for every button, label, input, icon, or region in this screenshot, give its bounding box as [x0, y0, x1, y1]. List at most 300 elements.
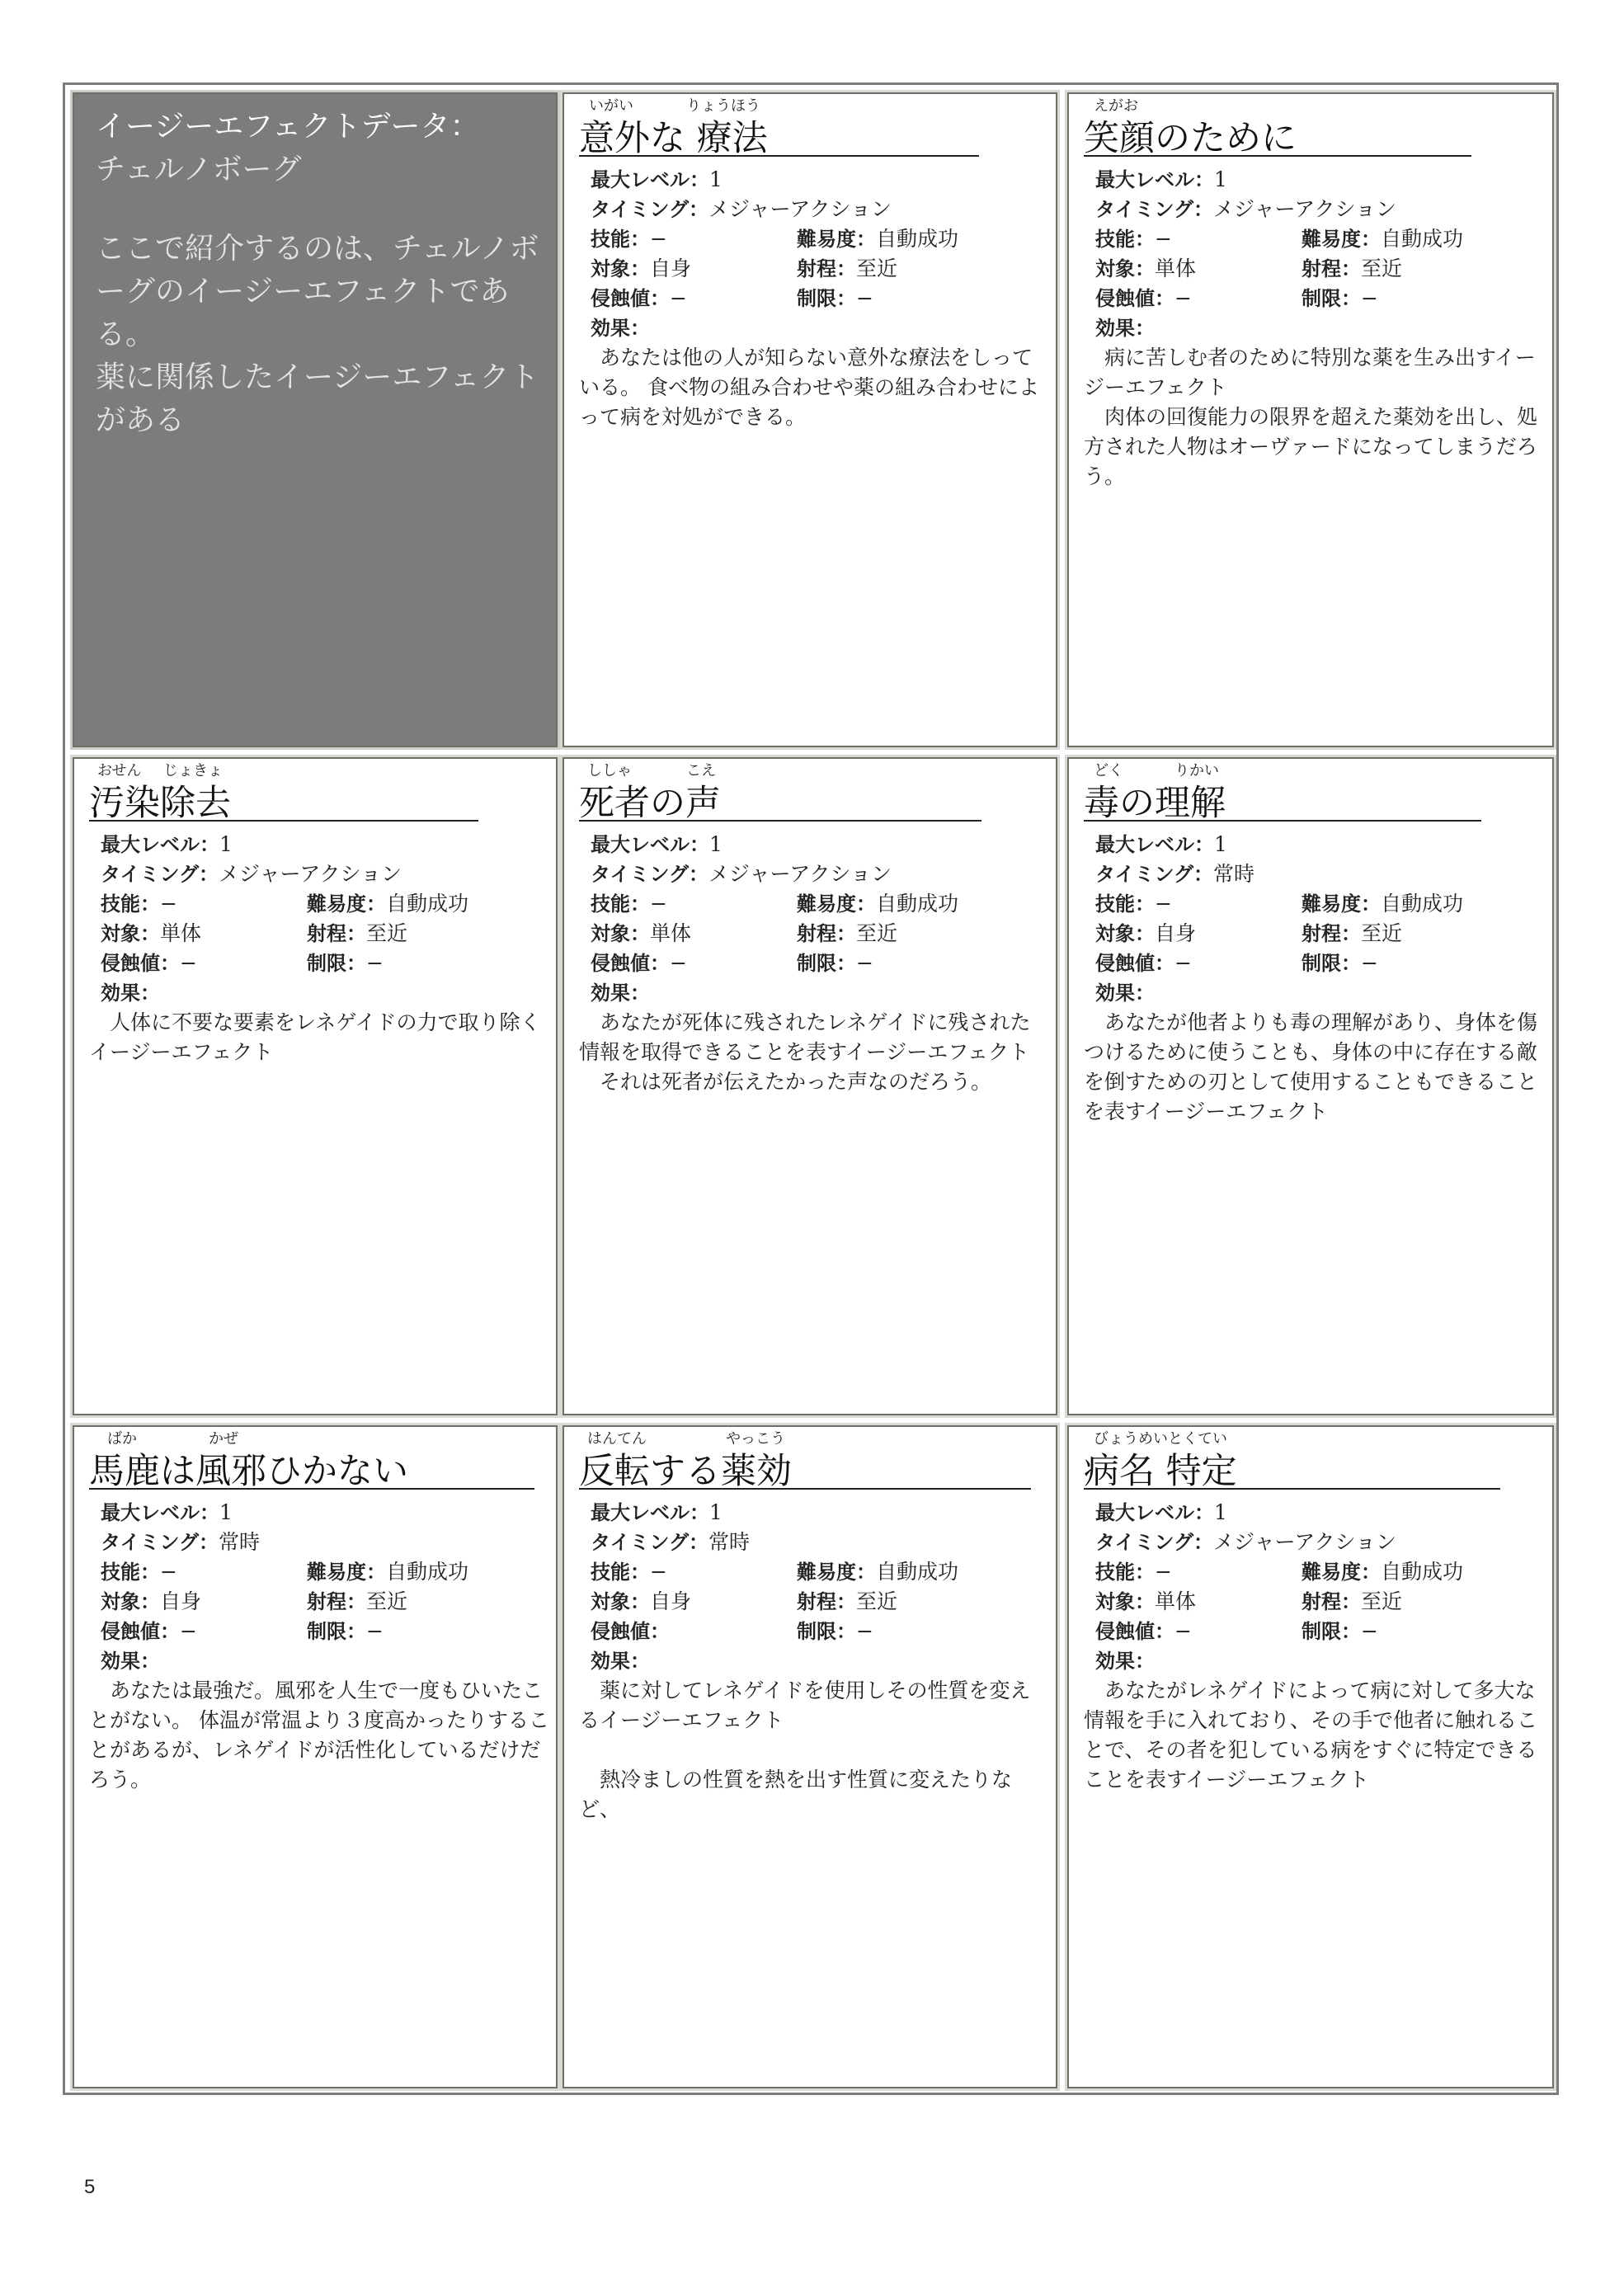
card-title-block: [89, 1430, 551, 1500]
value-erosion: −: [1174, 951, 1192, 975]
label-target: 対象: [591, 257, 630, 280]
range-group: [797, 1587, 897, 1617]
label-colon: ：: [1155, 1620, 1174, 1643]
label-colon: ：: [1155, 287, 1174, 310]
value-limit: −: [856, 951, 873, 975]
label-colon: ：: [836, 1620, 856, 1643]
card-description: あなたは他の人が知らない意外な療法をしっている。 食べ物の組み合わせや薬の組み合わせによって病を対処ができる。: [579, 346, 1039, 429]
intro-panel: [70, 90, 560, 750]
value-skill: −: [1155, 892, 1172, 916]
value-erosion: −: [1174, 286, 1192, 310]
card-ruby: りょうほう: [686, 97, 760, 115]
label-effect: 効果: [1095, 982, 1135, 1005]
stat-row: [1095, 1498, 1541, 1528]
label-colon: ：: [346, 922, 366, 945]
stat-row: [591, 1498, 1036, 1528]
difficulty-group: [307, 889, 468, 919]
range-group: [307, 1587, 407, 1617]
label-max-level: 最大レベル: [591, 168, 690, 191]
card-title-block: [1084, 762, 1546, 831]
label-target: 対象: [1095, 257, 1135, 280]
label-erosion: 侵蝕値: [101, 1620, 160, 1643]
title-underline: [1084, 1488, 1500, 1490]
value-timing: メジャーアクション: [708, 862, 892, 886]
label-effect: 効果: [1095, 1650, 1135, 1673]
label-target: 対象: [1095, 1590, 1135, 1613]
range-group: [797, 919, 897, 949]
label-colon: ：: [199, 863, 219, 886]
label-colon: ：: [160, 952, 180, 975]
value-max-level: 1: [709, 832, 723, 856]
label-skill: 技能: [591, 892, 630, 916]
range-group: [307, 919, 407, 949]
limit-group: [307, 949, 384, 978]
value-difficulty: 自動成功: [1381, 227, 1464, 251]
label-skill: 技能: [591, 228, 630, 251]
label-colon: ：: [856, 228, 876, 251]
stat-row: [101, 1646, 546, 1676]
stat-row: [591, 1557, 1036, 1587]
stat-row: [591, 254, 1036, 284]
card-ruby: こえ: [686, 762, 716, 779]
label-colon: ：: [630, 1590, 650, 1613]
label-timing: タイミング: [591, 198, 690, 221]
intro-title: イージーエフェクトデータ：: [96, 110, 480, 144]
difficulty-group: [307, 1557, 468, 1587]
stat-row: [101, 949, 546, 978]
stat-row: [591, 919, 1036, 949]
label-colon: ：: [1135, 1561, 1155, 1584]
label-colon: ：: [346, 1590, 366, 1613]
label-colon: ：: [1341, 1620, 1361, 1643]
stat-row: [591, 1617, 1036, 1646]
stat-row: [1095, 254, 1541, 284]
label-limit: 制限: [1302, 1620, 1341, 1643]
label-colon: ：: [1135, 1590, 1155, 1613]
label-effect: 効果: [591, 982, 630, 1005]
label-colon: ：: [836, 287, 856, 310]
label-range: 射程: [1302, 1590, 1341, 1613]
title-underline: [579, 820, 981, 822]
label-skill: 技能: [1095, 1561, 1135, 1584]
value-max-level: 1: [709, 1500, 723, 1524]
card-title-block: [579, 1430, 1041, 1500]
label-colon: ：: [630, 257, 650, 280]
value-erosion: −: [180, 1619, 197, 1643]
value-skill: −: [160, 892, 177, 916]
label-colon: ：: [1194, 168, 1214, 191]
card-stats: [101, 1498, 546, 1676]
limit-group: [797, 949, 873, 978]
stat-row: [101, 859, 546, 889]
card-stats: [1095, 1498, 1541, 1676]
card-ruby: ししゃ: [587, 762, 632, 779]
stat-row: [101, 1498, 546, 1528]
value-range: 至近: [366, 921, 408, 945]
label-colon: ：: [140, 922, 160, 945]
label-colon: ：: [630, 1650, 650, 1673]
stat-row: [101, 889, 546, 919]
value-target: 自身: [1155, 921, 1197, 945]
stat-row: [101, 978, 546, 1008]
value-timing: メジャーアクション: [1213, 1530, 1397, 1554]
label-colon: ：: [1361, 1561, 1381, 1584]
card-title: 意外な 療法: [579, 118, 768, 159]
label-colon: ：: [630, 317, 650, 340]
label-colon: ：: [1361, 892, 1381, 916]
title-underline: [89, 820, 478, 822]
stat-row: [1095, 1557, 1541, 1587]
stat-row: [1095, 1646, 1541, 1676]
card-description: あなたが死体に残されたレネゲイドに残された情報を取得できることを表すイージーエフェクト それは死者が伝えたかった声なのだろう。: [579, 1010, 1031, 1094]
value-max-level: 1: [1214, 832, 1227, 856]
card-title: 笑顔のために: [1084, 118, 1297, 159]
value-skill: −: [650, 227, 667, 251]
value-erosion: −: [670, 951, 687, 975]
stat-row: [1095, 165, 1541, 195]
card-stats: [591, 165, 1036, 343]
label-colon: ：: [689, 863, 709, 886]
card-title-block: [579, 97, 1041, 167]
value-target: 単体: [650, 921, 692, 945]
value-range: 至近: [1361, 257, 1403, 280]
limit-group: [1302, 1617, 1378, 1646]
value-skill: −: [1155, 1560, 1172, 1584]
stat-row: [1095, 1617, 1541, 1646]
stat-row: [591, 1528, 1036, 1557]
value-skill: −: [650, 1560, 667, 1584]
effect-card-grid: [63, 82, 1559, 2095]
label-timing: タイミング: [591, 863, 690, 886]
card-description: あなたがレネゲイドによって病に対して多大な情報を手に入れており、その手で他者に触れることで、その者を犯している病をすぐに特定できることを表すイージーエフェクト: [1084, 1679, 1538, 1792]
stat-row: [591, 1587, 1036, 1617]
label-target: 対象: [101, 922, 140, 945]
effect-card: [1065, 90, 1556, 750]
value-skill: −: [160, 1560, 177, 1584]
value-difficulty: 自動成功: [386, 892, 469, 916]
label-colon: ：: [366, 1561, 386, 1584]
limit-group: [1302, 284, 1378, 313]
card-title-block: [579, 762, 1041, 831]
value-limit: −: [366, 951, 384, 975]
stat-row: [591, 195, 1036, 224]
label-colon: ：: [836, 952, 856, 975]
card-title: 反転する薬効: [579, 1451, 792, 1492]
stat-row: [1095, 313, 1541, 343]
label-colon: ：: [366, 892, 386, 916]
label-colon: ：: [1341, 1590, 1361, 1613]
card-title-block: [1084, 1430, 1546, 1500]
card-description: 病に苦しむ者のために特別な薬を生み出すイージーエフェクト 肉体の回復能力の限界を超えた薬効を出し、処方された人物はオーヴァードになってしまうだろう。: [1084, 346, 1538, 488]
label-colon: ：: [160, 1620, 180, 1643]
value-timing: メジャーアクション: [708, 197, 892, 221]
label-colon: ：: [630, 982, 650, 1005]
card-ruby: いがい: [589, 97, 633, 115]
card-title: 毒の理解: [1084, 783, 1226, 824]
difficulty-group: [1302, 224, 1463, 254]
stat-row: [101, 1617, 546, 1646]
stat-row: [591, 949, 1036, 978]
label-target: 対象: [591, 922, 630, 945]
label-difficulty: 難易度: [797, 1561, 856, 1584]
label-max-level: 最大レベル: [1095, 833, 1194, 856]
label-range: 射程: [797, 922, 836, 945]
label-colon: ：: [1135, 922, 1155, 945]
label-colon: ：: [1193, 198, 1214, 221]
label-colon: ：: [200, 833, 219, 856]
value-difficulty: 自動成功: [876, 227, 959, 251]
stat-row: [591, 284, 1036, 313]
label-effect: 効果: [101, 982, 140, 1005]
card-title: 病名 特定: [1084, 1451, 1237, 1492]
value-skill: −: [650, 892, 667, 916]
label-limit: 制限: [797, 1620, 836, 1643]
label-max-level: 最大レベル: [1095, 168, 1194, 191]
card-description: あなたは最強だ。風邪を人生で一度もひいたことがない。 体温が常温より３度高かったりすることがあるが、レネゲイドが活性化しているだけだろう。: [89, 1679, 549, 1792]
range-group: [797, 254, 897, 284]
label-colon: ：: [1135, 982, 1155, 1005]
value-erosion: −: [180, 951, 197, 975]
label-colon: ：: [1135, 892, 1155, 916]
value-range: 至近: [856, 257, 898, 280]
effect-card: [70, 1423, 560, 2091]
effect-card: [70, 755, 560, 1418]
label-timing: タイミング: [1095, 1531, 1194, 1554]
stat-row: [1095, 224, 1541, 254]
label-limit: 制限: [1302, 287, 1341, 310]
value-timing: 常時: [1213, 862, 1255, 886]
label-colon: ：: [1135, 257, 1155, 280]
value-difficulty: 自動成功: [1381, 1560, 1464, 1584]
label-colon: ：: [1193, 1531, 1214, 1554]
stat-row: [591, 830, 1036, 859]
stat-row: [101, 1528, 546, 1557]
label-erosion: 侵蝕値: [1095, 287, 1155, 310]
label-difficulty: 難易度: [307, 892, 366, 916]
card-stats: [1095, 165, 1541, 343]
label-colon: ：: [630, 892, 650, 916]
label-max-level: 最大レベル: [591, 1501, 690, 1524]
label-colon: ：: [200, 1501, 219, 1524]
label-erosion: 侵蝕値: [1095, 1620, 1155, 1643]
label-difficulty: 難易度: [1302, 228, 1361, 251]
value-skill: −: [1155, 227, 1172, 251]
label-target: 対象: [1095, 922, 1135, 945]
stat-row: [591, 859, 1036, 889]
stat-row: [1095, 949, 1541, 978]
label-colon: ：: [140, 1590, 160, 1613]
value-erosion: −: [670, 286, 687, 310]
label-limit: 制限: [307, 952, 346, 975]
value-range: 至近: [856, 921, 898, 945]
label-colon: ：: [689, 1531, 709, 1554]
label-colon: ：: [199, 1531, 219, 1554]
label-difficulty: 難易度: [797, 228, 856, 251]
label-max-level: 最大レベル: [1095, 1501, 1194, 1524]
value-timing: 常時: [219, 1530, 261, 1554]
limit-group: [797, 284, 873, 313]
label-max-level: 最大レベル: [101, 1501, 200, 1524]
label-skill: 技能: [1095, 892, 1135, 916]
label-limit: 制限: [307, 1620, 346, 1643]
label-skill: 技能: [101, 892, 140, 916]
label-erosion: 侵蝕値: [591, 1620, 650, 1643]
stat-row: [101, 919, 546, 949]
label-colon: ：: [856, 892, 876, 916]
limit-group: [1302, 949, 1378, 978]
label-colon: ：: [836, 1590, 856, 1613]
card-stats: [591, 830, 1036, 1008]
value-difficulty: 自動成功: [876, 892, 959, 916]
label-erosion: 侵蝕値: [591, 952, 650, 975]
label-erosion: 侵蝕値: [101, 952, 160, 975]
title-underline: [579, 155, 979, 157]
value-range: 至近: [366, 1589, 408, 1613]
limit-group: [797, 1617, 873, 1646]
label-range: 射程: [797, 1590, 836, 1613]
label-colon: ：: [140, 1650, 160, 1673]
label-limit: 制限: [797, 287, 836, 310]
value-max-level: 1: [219, 1500, 233, 1524]
range-group: [1302, 254, 1402, 284]
stat-row: [1095, 919, 1541, 949]
label-range: 射程: [1302, 922, 1341, 945]
label-colon: ：: [1341, 952, 1361, 975]
value-timing: メジャーアクション: [219, 862, 402, 886]
stat-row: [1095, 859, 1541, 889]
label-colon: ：: [1135, 228, 1155, 251]
card-description: あなたが他者よりも毒の理解があり、身体を傷つけるために使うことも、身体の中に存在する敵を倒すための刃として使用することもできることを表すイージーエフェクト: [1084, 1010, 1538, 1123]
card-ruby: はんてん: [587, 1430, 647, 1448]
label-colon: ：: [1341, 287, 1361, 310]
stat-row: [101, 1587, 546, 1617]
label-max-level: 最大レベル: [101, 833, 200, 856]
label-colon: ：: [836, 257, 856, 280]
range-group: [1302, 919, 1402, 949]
label-timing: タイミング: [101, 863, 200, 886]
value-difficulty: 自動成功: [386, 1560, 469, 1584]
stat-row: [1095, 978, 1541, 1008]
card-title: 死者の声: [579, 783, 721, 824]
label-difficulty: 難易度: [1302, 1561, 1361, 1584]
label-colon: ：: [1193, 863, 1214, 886]
stat-row: [591, 889, 1036, 919]
label-colon: ：: [1194, 1501, 1214, 1524]
label-colon: ：: [836, 922, 856, 945]
value-target: 単体: [160, 921, 202, 945]
range-group: [1302, 1587, 1402, 1617]
title-underline: [1084, 155, 1471, 157]
value-range: 至近: [1361, 1589, 1403, 1613]
label-skill: 技能: [591, 1561, 630, 1584]
card-title-block: [89, 762, 551, 831]
effect-card: [1065, 1423, 1556, 2091]
label-colon: ：: [690, 833, 709, 856]
label-colon: ：: [140, 1561, 160, 1584]
card-description: 人体に不要な要素をレネゲイドの力で取り除くイージーエフェクト: [89, 1010, 541, 1064]
label-difficulty: 難易度: [307, 1561, 366, 1584]
title-underline: [89, 1488, 534, 1490]
label-colon: ：: [1341, 257, 1361, 280]
value-limit: −: [856, 286, 873, 310]
value-range: 至近: [856, 1589, 898, 1613]
label-colon: ：: [856, 1561, 876, 1584]
label-colon: ：: [1135, 317, 1155, 340]
value-max-level: 1: [709, 167, 723, 191]
label-difficulty: 難易度: [797, 892, 856, 916]
value-range: 至近: [1361, 921, 1403, 945]
card-ruby: かぜ: [209, 1430, 238, 1448]
label-effect: 効果: [591, 317, 630, 340]
label-colon: ：: [650, 287, 670, 310]
card-ruby: びょうめいとくてい: [1094, 1430, 1227, 1448]
value-target: 単体: [1155, 257, 1197, 280]
card-stats: [101, 830, 546, 1008]
effect-card: [560, 90, 1060, 750]
label-erosion: 侵蝕値: [1095, 952, 1155, 975]
label-colon: ：: [630, 228, 650, 251]
label-erosion: 侵蝕値: [591, 287, 650, 310]
value-timing: メジャーアクション: [1213, 197, 1397, 221]
stat-row: [591, 1646, 1036, 1676]
stat-row: [1095, 1528, 1541, 1557]
value-target: 単体: [1155, 1589, 1197, 1613]
label-colon: ：: [140, 982, 160, 1005]
value-max-level: 1: [1214, 167, 1227, 191]
difficulty-group: [797, 1557, 958, 1587]
label-skill: 技能: [101, 1561, 140, 1584]
stat-row: [1095, 1587, 1541, 1617]
label-colon: ：: [690, 168, 709, 191]
label-colon: ：: [346, 1620, 366, 1643]
label-colon: ：: [1135, 1650, 1155, 1673]
value-target: 自身: [650, 1589, 692, 1613]
card-ruby: じょきょ: [163, 762, 223, 779]
value-timing: 常時: [708, 1530, 751, 1554]
stat-row: [101, 830, 546, 859]
card-ruby: やっこう: [726, 1430, 785, 1448]
label-max-level: 最大レベル: [591, 833, 690, 856]
label-range: 射程: [307, 1590, 346, 1613]
label-effect: 効果: [101, 1650, 140, 1673]
value-max-level: 1: [219, 832, 233, 856]
limit-group: [307, 1617, 384, 1646]
label-colon: ：: [689, 198, 709, 221]
effect-card: [560, 755, 1060, 1418]
label-colon: ：: [690, 1501, 709, 1524]
label-colon: ：: [1341, 922, 1361, 945]
label-limit: 制限: [797, 952, 836, 975]
value-max-level: 1: [1214, 1500, 1227, 1524]
label-colon: ：: [650, 952, 670, 975]
label-range: 射程: [797, 257, 836, 280]
label-effect: 効果: [591, 1650, 630, 1673]
difficulty-group: [1302, 889, 1463, 919]
label-range: 射程: [1302, 257, 1341, 280]
stat-row: [1095, 284, 1541, 313]
label-target: 対象: [591, 1590, 630, 1613]
label-colon: ：: [630, 922, 650, 945]
card-ruby: ばか: [107, 1430, 137, 1448]
label-colon: ：: [1194, 833, 1214, 856]
stat-row: [101, 1557, 546, 1587]
value-limit: −: [1361, 951, 1378, 975]
page-number: 5: [84, 2176, 96, 2198]
effect-card: [1065, 755, 1556, 1418]
label-timing: タイミング: [101, 1531, 200, 1554]
stat-row: [591, 313, 1036, 343]
title-underline: [1084, 820, 1481, 822]
